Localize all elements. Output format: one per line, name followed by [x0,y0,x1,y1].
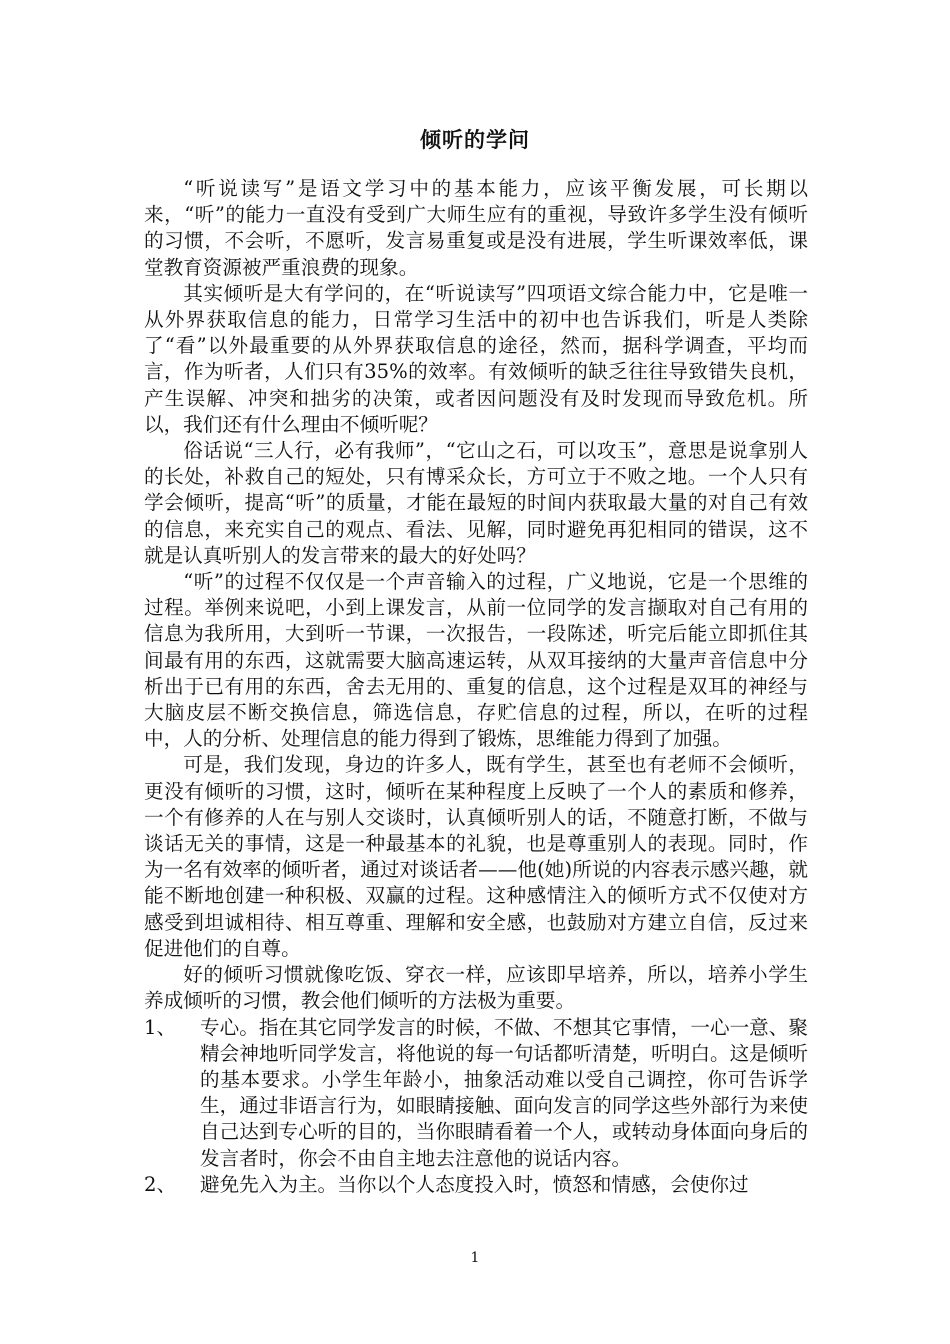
list-item-text: 专心。指在其它同学发言的时候，不做、不想其它事情，一心一意、聚精会神地听同学发言，将他说的每一句话都听清楚，听明白。这是倾听的基本要求。小学生年龄小，抽象活动难以受自己调控，你可告诉学生，通过非语言行为，如眼睛接触、面向发言的同学这些外部行为来使自己达到专心听的目的，当你眼睛看着一个人，或转动身体面向身后的发言者时，你会不由自主地去注意他的说话内容。 [200,1015,808,1170]
list-item-1 [144,1015,808,1172]
list-item-2 [144,1172,808,1198]
document-body [144,176,808,1198]
list-item-number: 2、 [144,1172,177,1196]
paragraph-1: “听说读写”是语文学习中的基本能力，应该平衡发展，可长期以来，“听”的能力一直没有受到广大师生应有的重视，导致许多学生没有倾听的习惯，不会听，不愿听，发言易重复或是没有进展，学生听课效率低，课堂教育资源被严重浪费的现象。 [144,177,808,279]
paragraph-2: 其实倾听是大有学问的，在“听说读写”四项语文综合能力中，它是唯一从外界获取信息的能力，日常学习生活中的初中也告诉我们，听是人类除了“看”以外最重要的从外界获取信息的途径，然而，据科学调查，平均而言，作为听者，人们只有35%的效率。有效倾听的缺乏往往导致错失良机，产生误解、冲突和拙劣的决策，或者因问题没有及时发现而导致危机。所以，我们还有什么理由不倾听呢？ [144,281,808,436]
paragraph-5: 可是，我们发现，身边的许多人，既有学生，甚至也有老师不会倾听，更没有倾听的习惯，这时，倾听在某种程度上反映了一个人的素质和修养，一个有修养的人在与别人交谈时，认真倾听别人的话，不随意打断，不做与谈话无关的事情，这是一种最基本的礼貌，也是尊重别人的表现。同时，作为一名有效率的倾听者，通过对谈话者——他(她)所说的内容表示感兴趣，就能不断地创建一种积极、双赢的过程。这种感情注入的倾听方式不仅使对方感受到坦诚相待、相互尊重、理解和安全感，也鼓励对方建立自信，反过来促进他们的自尊。 [144,753,808,960]
page-number: 1 [470,1250,480,1266]
list-item-text: 避免先入为主。当你以个人态度投入时，愤怒和情感，会使你过 [200,1172,749,1196]
paragraph-4: “听”的过程不仅仅是一个声音输入的过程，广义地说，它是一个思维的过程。举例来说吧，小到上课发言，从前一位同学的发言撷取对自己有用的信息为我所用，大到听一节课，一次报告，一段陈述，听完后能立即抓住其间最有用的东西，这就需要大脑高速运转，从双耳接纳的大量声音信息中分析出于已有用的东西，舍去无用的、重复的信息，这个过程是双耳的神经与大脑皮层不断交换信息，筛选信息，存贮信息的过程，所以，在听的过程中，人的分析、处理信息的能力得到了锻炼，思维能力得到了加强。 [144,570,808,751]
list-item-number: 1、 [144,1015,177,1039]
document-title: 倾听的学问 [420,127,530,152]
paragraph-3: 俗话说“三人行，必有我师”，“它山之石，可以攻玉”，意思是说拿别人的长处，补救自己的短处，只有博采众长，方可立于不败之地。一个人只有学会倾听，提高“听”的质量，才能在最短的时间内获取最大量的对自己有效的信息，来充实自己的观点、看法、见解，同时避免再犯相同的错误，这不就是认真听别人的发言带来的最大的好处吗？ [144,439,808,567]
paragraph-6: 好的倾听习惯就像吃饭、穿衣一样，应该即早培养，所以，培养小学生养成倾听的习惯，教会他们倾听的方法极为重要。 [144,963,808,1013]
